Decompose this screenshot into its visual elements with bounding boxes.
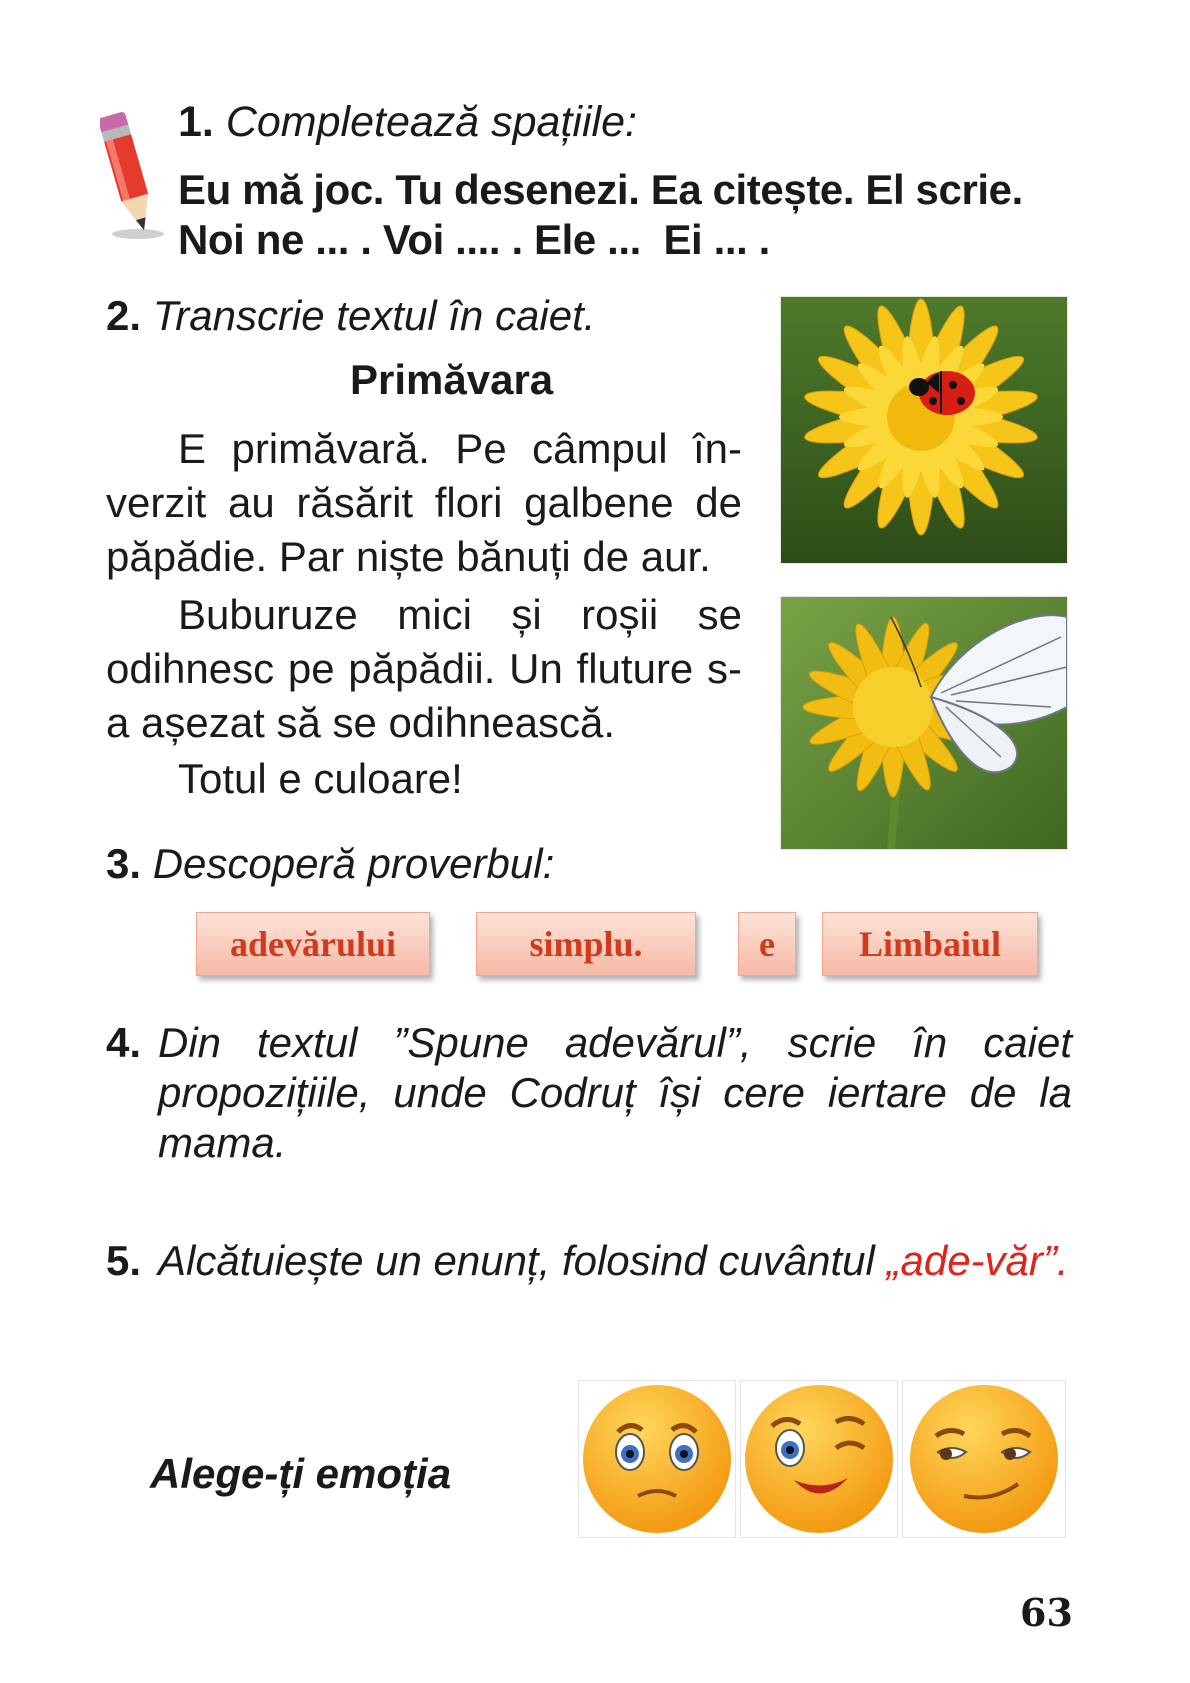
exercise2-instruction: Transcrie textul în caiet.	[152, 292, 596, 339]
exercise1-example-line: Eu mă joc. Tu desenezi. Ea citește. El scrie.	[178, 166, 1023, 213]
exercise3-number: 3.	[106, 840, 142, 887]
exercise1-fill-line: Noi ne ... . Voi .... . Ele ... Ei ... .	[178, 216, 770, 263]
smirking-face-icon[interactable]	[902, 1380, 1066, 1538]
exercise4-number: 4.	[106, 1019, 142, 1066]
pencil-icon	[100, 104, 166, 244]
text-title: Primăvara	[350, 356, 554, 403]
exercise2-number: 2.	[106, 292, 142, 339]
sad-face-icon[interactable]	[578, 1380, 736, 1538]
exercise5-body	[158, 1236, 1072, 1286]
text-paragraph-1: E primăvară. Pe câmpul în-verzit au răsărit flori galbene de păpădie. Par niște bănuți de aur.	[106, 425, 742, 580]
word-card-1: adevărului	[196, 912, 430, 976]
emotion-prompt: Alege-ți emoția	[150, 1450, 452, 1497]
exercise3-instruction: Descoperă proverbul:	[152, 840, 555, 887]
exercise1-instruction: Completează spațiile:	[225, 98, 637, 146]
dandelion-ladybug-image	[780, 296, 1068, 564]
exercise1-number: 1.	[178, 98, 214, 146]
page-number: 63	[1020, 1590, 1073, 1635]
exercise5-number: 5.	[106, 1237, 142, 1284]
dandelion-butterfly-image	[780, 596, 1068, 850]
text-paragraph-3: Totul e culoare!	[178, 755, 463, 802]
word-card-3: e	[738, 912, 796, 976]
exercise3-heading	[106, 840, 554, 888]
exercise2-heading	[106, 292, 595, 340]
exercise5	[106, 1236, 1072, 1286]
text-paragraph-2: Buburuze mici și roșii se odihnesc pe păpădii. Un fluture s-a așezat să se odihnească.	[106, 591, 742, 746]
exercise5-highlight-word: „ade-văr”.	[886, 1237, 1069, 1284]
word-card-2: simplu.	[476, 912, 696, 976]
exercise4	[106, 1018, 1072, 1168]
winking-face-icon[interactable]	[740, 1380, 898, 1538]
exercise4-text: Din textul ”Spune adevărul”, scrie în caiet propozițiile, unde Codruț își cere iertare de la mama.	[158, 1019, 1072, 1166]
exercise1-heading	[178, 98, 637, 147]
word-card-4: Limbaiul	[822, 912, 1038, 976]
exercise5-text: Alcătuiește un enunț, folosind cuvântul	[158, 1237, 887, 1284]
